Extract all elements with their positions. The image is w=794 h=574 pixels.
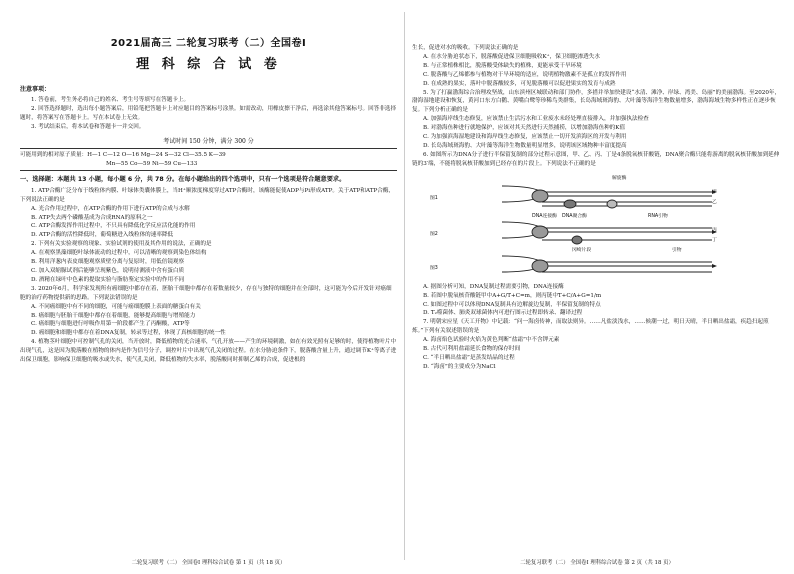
exam-title: 2021届高三 二轮复习联考（二）全国卷Ⅰ [110,38,307,49]
dna-replication-figure [412,172,782,280]
option-a: A. 在观察黑藻细胞叶绿体流动的过程中，可以清晰的观察到染色体结构 [31,250,207,257]
page-footer-left: 二轮复习联考（二） 全国卷Ⅰ 理科综合试卷 第 1 页（共 18 页） [131,560,286,566]
page-footer-right: 二轮复习联考（二） 全国卷Ⅰ 理科综合试卷 第 2 页（共 18 页） [520,560,674,566]
question-stem: 6. 如图所示为DNA分子进行半保留复制的部分过程示意图，甲、乙、丙、丁是4条脱氧核苷酸链，DNA聚合酶只能将游离的脱氧核苷酸加到延伸链的3′端，不能将脱氧核苷酸加到已经存在的片段上。下列说法不正确的是 [412,151,780,167]
option-b: B. ATP失去两个磷酸基成为合成RNA的原料之一 [31,214,153,221]
option-c: C. 加入双缩脲试剂后能够呈现紫色，说明待测液中含有蛋白质 [31,268,185,274]
column-divider [404,12,405,560]
option-d: D. T₂噬菌体、肺炎双球菌体内可进行图示过程即转录、翻译过程 [423,310,583,317]
option-a: A. 不同癌细胞中有不同的细胞，可能与癌细胞膜上表面的糖蛋白有关 [31,303,201,310]
figure-label: 丁 [712,237,717,243]
atomic-masses-line2: Mn—55 Co—59 Ni—59 Cu—133 [106,160,198,167]
option-a: A. 加强海岸线生态修复，应该禁止生活污水和工业废水未经处理直接排入，并加强执法检查 [423,116,649,123]
option-d: D. “海卤”的主要成分为NaCl [423,363,496,370]
question-stem: 4. 植物茎叶细胞中可控制气孔的关闭，当开放时，降低植物的光合速率，气孔开放——产生的环境刺激，如在有效光照有足够的时，使得植物叶片中出现气孔，这是因为脱落酸在植物的体内是作为信号分子，调控叶片中出现气孔关闭的过程。在水分胁迫条件下，脱落酸含量上升，通过调节K⁺等离子进出保卫细胞，影响保卫细胞的吸水或失水，使气孔关闭，降低植物的失水率，脱落酸同时抑制乙烯的合成，促进根的 [20,339,397,364]
figure-label: 乙 [712,199,717,205]
figure-label: RNA引物 [648,213,668,219]
option-b: B. 对渤海鱼种进行就地保护，应该对其天然进行天然捕捞，以增加渤海鱼种的K值 [423,125,626,132]
figure-label: 甲 [712,189,717,195]
question-1 [20,187,397,240]
question-stem: 1. ATP合酶广泛分布于线粒体内膜、叶绿体类囊体膜上，当H⁺顺浓度梯度穿过ATP合酶时，该酶能促使ADP与Pi形成ATP。关于ATP和ATP合酶，下列说法正确的是 [20,187,395,203]
option-a: A. 在水分胁迫状态下，脱落酸促进保卫细胞吸收K⁺，保卫细胞渗透失水 [423,53,600,60]
option-c: C. 癌细胞与细胞进行呼吸作用第一阶段都产生了丙酮酸，ATP等 [31,321,190,328]
divider-line [20,170,397,171]
option-d: D. 癌细胞和细胞中都存在着DNA复制，转录等过程，体现了真核细胞的统一性 [31,330,226,337]
left-column [20,0,397,574]
figure-label: 图2 [430,231,438,237]
notice-heading: 注意事项： [20,86,51,93]
question-stem: 2. 下列有关实验观察的现象、实验试剂的使用及其作用的说法，正确的是 [31,241,212,248]
question-2 [20,240,397,285]
question-4 [20,338,397,365]
question-stem: 生长，促进对水的吸收。下列说法正确的是 [412,45,519,51]
notice-item: 3. 考试结束后，将本试卷和答题卡一并交回。 [31,123,145,130]
option-d: D. ATP合酶的活性降低时，葡萄糖进入线粒体的速率降低 [31,232,174,239]
question-3 [20,285,397,338]
question-7 [412,318,782,371]
option-b: B. 癌细胞与胚胎干细胞中都存在着细胞，能够提高细胞与增殖能力 [31,312,196,319]
dna-replication-diagram [462,172,732,280]
option-a: A. 据图分析可知，DNA复制过程需要引物，DNA连接酶 [423,283,564,290]
question-4-continued [412,44,782,89]
figure-label: 冈崎片段 [572,247,592,253]
option-c: C. 脱落酸与乙烯都参与植物对干旱环境的适应，说明植物激素不是孤立的发挥作用 [423,71,627,78]
question-stem: 7. 明朝宋应星《天工开物》中记载：“问一海卤传神，而取法则异。……凡盐淡浅水，……候潮一过，明日天晴，半日晒出盐霜，疾趋扫起煎炼。”下列有关叙述错误的是 [412,319,769,335]
question-stem: 3. 2020年6月，科学家发现所有癌细胞中都存在着，胚胎干细胞中都存在着数量较少，存在与独特的细胞并在全部时，这可能为今后开发针对癌细胞的治疗药物提供新的思路。下列说法错误的是 [20,285,392,301]
option-b: B. 与正常植株相比，脱落酸受体缺失的植株，更能承受干旱环境 [423,62,582,69]
right-column [412,0,782,574]
option-a: A. 海卤焰色试验时火焰为黄色判断“盐霜”中不含钾元素 [423,337,560,344]
option-b: B. 若图中脱氧核苷酸链甲中A+G/T+C=m，则丙链中T+C/A+G=1/m [423,292,602,299]
figure-label: 解旋酶 [612,175,627,181]
option-b: B. 古代可利用盐霜延长食物的保存时间 [423,346,521,353]
question-5 [412,89,782,151]
figure-label: 引物 [672,247,682,253]
atomic-masses-line1: 可能用到的相对原子质量：H—1 C—12 O—16 Mg—24 S—32 Cl—35.5 K—39 [20,151,226,158]
option-a: A. 光合作用过程中，在ATP合酶的作用下进行ATP的合成与水解 [31,205,190,212]
option-d: D. 酒精在绿叶中色素的提取实验与脂肪鉴定实验中的作用不同 [31,276,185,283]
option-d: D. 长岛海域斑海豹、大叶藻等海洋生物数量明显增多，说明该区域物种丰富度提高 [423,142,627,149]
option-b: B. 利用洋葱内表皮细胞观察质壁分离与复原时，用低倍镜观察 [31,259,185,266]
figure-label: 图3 [430,265,438,271]
figure-label: DNA聚合酶 [562,213,587,219]
figure-label: 图1 [430,195,438,201]
question-6 [412,151,782,318]
option-c: C. 为加强滨海湿地建设和海岸线生态修复，应该禁止一切开发滨海区的开发与利用 [423,134,627,141]
divider-line [20,148,397,149]
figure-label: DNA连接酶 [532,213,557,219]
notice-item: 1. 答卷前，考生务必将自己的姓名、考生号等填写在答题卡上。 [31,97,190,103]
question-stem: 5. 为了打赢渤海综合治理攻坚战，山东滨州区城联动和部门协作，多措并举加快建设“水清、滩净、岸绿、湾美、岛丽”的美丽渤海。至2020年，渤海湿地建设和恢复，黄河口东方白鹳、黄嘴白鹭等珍稀鸟类群集，长岛海域斑海豹、大叶藻等海洋生物数量增多，渤海海域生物多样性正在逐步恢复。下列分析正确的是 [412,89,781,114]
notice-item: 2. 回答选择题时，选出每小题答案后，用铅笔把答题卡上对应题目的答案标号涂黑。如需改动，用橡皮擦干净后，再选涂其他答案标号。回答非选择题时，将答案写在答题卡上。写在本试卷上无效。 [20,105,397,121]
exam-subtitle: 理 科 综 合 试 卷 [136,57,281,72]
section-heading: 一、选择题：本题共 13 小题，每小题 6 分，共 78 分。在每小题给出的四个选项中，只有一个选项是符合题意要求。 [20,176,346,184]
option-c: C. “半日晒出盐霜”是蒸发结晶的过程 [423,354,515,361]
option-c: C. ATP合酶发挥作用过程中，不只具有降低化学反应活化能的作用 [31,223,196,230]
option-c: C. 如图过程中可以体现DNA复制具有边解旋边复制，半保留复制的特点 [423,301,601,308]
option-d: D. 在成熟的果实，落叶中脱落酸较多，可见脱落酸可以促进果实的发育与成熟 [423,80,616,87]
figure-label: 丙 [712,227,717,233]
exam-time: 考试时间 150 分钟，满分 300 分 [163,137,254,145]
